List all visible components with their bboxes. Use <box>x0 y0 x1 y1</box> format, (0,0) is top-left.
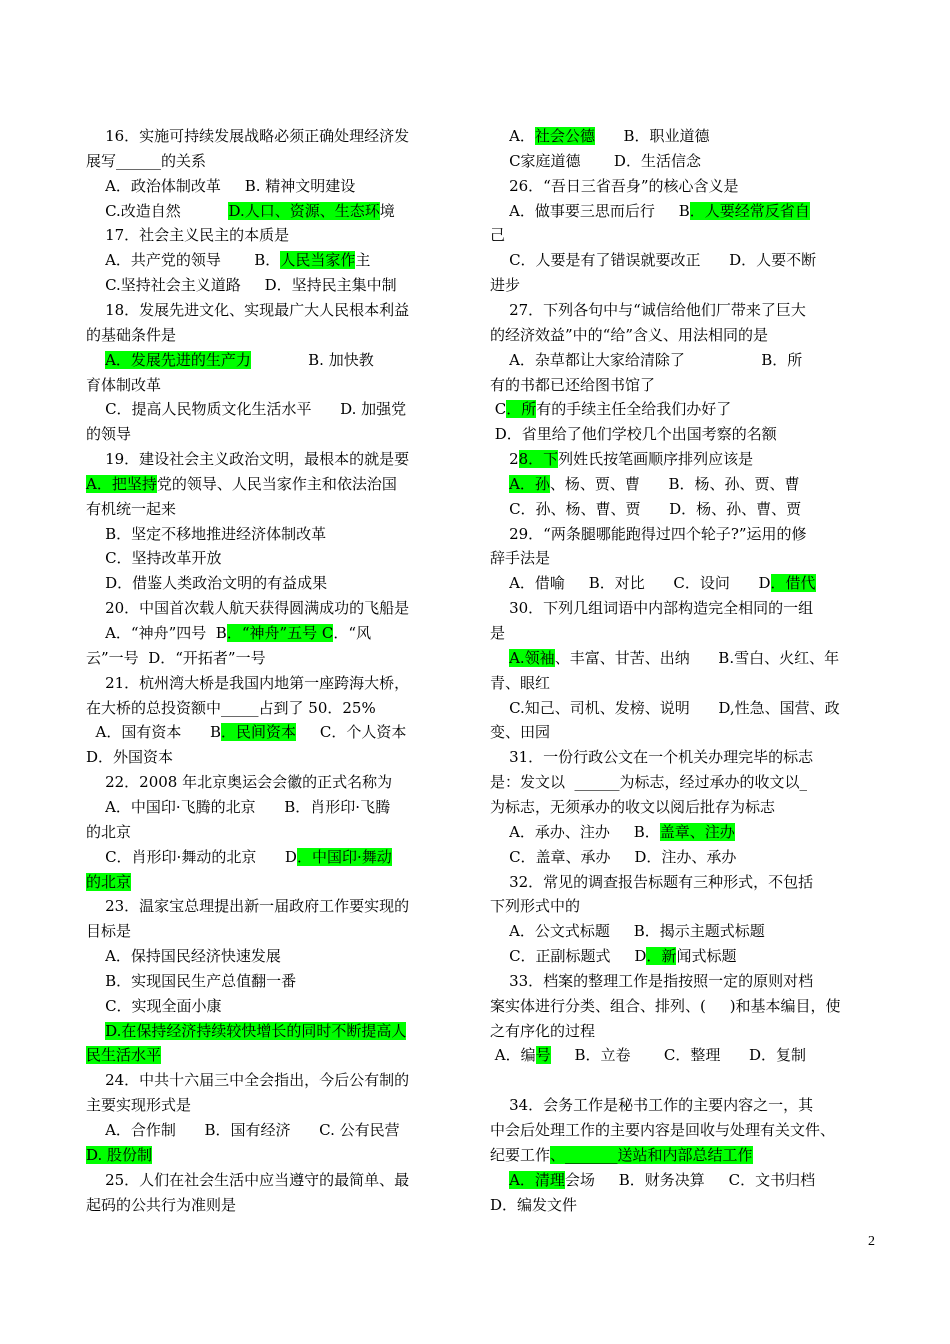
text-segment: 30．下列几组词语中内部构造完全相同的一组 <box>490 599 814 618</box>
text-segment: 的领导 <box>86 425 132 444</box>
text-line <box>490 1120 835 1140</box>
highlighted-answer: A．清理 <box>509 1170 565 1189</box>
text-segment: C．盖章、承办 D．注办、承办 <box>490 847 737 866</box>
text-line <box>86 1145 152 1165</box>
text-line <box>490 548 550 568</box>
text-line <box>490 325 768 345</box>
highlighted-answer: ．人要经常反省自 <box>689 201 810 220</box>
text-line <box>86 598 409 618</box>
text-line <box>86 921 131 941</box>
text-line <box>490 598 813 618</box>
text-line <box>86 573 327 593</box>
text-segment: 有机统一起来 <box>86 499 177 518</box>
highlighted-answer: 、_______送站和内部总结工作 <box>550 1145 753 1164</box>
text-line <box>490 673 550 693</box>
text-segment: A．国有资本 B <box>86 723 222 742</box>
text-line <box>490 275 520 295</box>
text-segment: D．借鉴人类政治文明的有益成果 <box>86 574 328 593</box>
text-segment: C．肖形印·舞动的北京 D <box>86 847 297 866</box>
text-line <box>86 499 176 519</box>
highlighted-answer: D.人口、资源、生态环 <box>228 201 380 220</box>
text-line <box>490 822 735 842</box>
text-segment: 31．一份行政公文在一个机关办理完毕的标志 <box>490 748 814 767</box>
text-segment: D．编发文件 <box>490 1195 578 1214</box>
text-line <box>86 350 374 370</box>
text-line <box>86 201 395 221</box>
text-segment: C．人要是有了错误就要改正 D．人要不断 <box>490 251 817 270</box>
text-segment: 会场 B．财务决算 C．文书归档 <box>564 1170 816 1189</box>
text-line <box>86 126 409 146</box>
text-line <box>490 1170 815 1190</box>
text-segment: 29．“两条腿哪能跑得过四个轮子?”运用的修 <box>490 524 807 543</box>
text-line <box>490 176 739 196</box>
text-segment: 、丰富、甘苦、出纳 B.雪白、火红、年 <box>554 648 840 667</box>
text-segment: A．借喻 B．对比 C．设问 D <box>490 574 771 593</box>
text-line <box>86 722 406 742</box>
text-line <box>490 1021 595 1041</box>
text-line <box>490 375 655 395</box>
text-segment: A．做事要三思而后行 B <box>490 201 690 220</box>
text-segment: 是 <box>490 624 506 642</box>
highlighted-answer: ．民间资本 <box>221 723 297 742</box>
text-segment: A．公文式标题 B．揭示主题式标题 <box>490 922 765 941</box>
highlighted-answer: 8．下 <box>518 450 559 469</box>
text-segment: B．职业道德 <box>594 127 710 145</box>
text-line <box>490 797 775 817</box>
text-line <box>490 300 806 320</box>
text-line <box>86 1195 236 1215</box>
text-line <box>86 151 206 171</box>
text-segment: 变、田园 <box>490 723 551 742</box>
text-line <box>490 1195 577 1215</box>
text-segment: 目标是 <box>86 922 132 941</box>
text-line <box>490 449 753 469</box>
text-line <box>86 1021 406 1041</box>
text-line <box>86 1045 161 1065</box>
text-segment: 有的手续主任全给我们办好了 <box>536 400 732 419</box>
text-segment: A．政治体制改革 B. 精神文明建设 <box>86 176 356 195</box>
highlighted-answer: D.在保持经济持续较快增长的同时不断提高人 <box>105 1021 407 1040</box>
text-line <box>490 250 816 270</box>
text-line <box>490 921 765 941</box>
text-segment: 境 <box>379 201 395 220</box>
text-segment: C.改造自然 <box>86 201 229 220</box>
text-line <box>86 1170 409 1190</box>
text-line <box>86 797 390 817</box>
text-line <box>490 896 580 916</box>
text-segment: 为标志，无须承办的收文以阅后批存为标志 <box>490 797 776 816</box>
text-segment: 21．杭州湾大桥是我国内地第一座跨海大桥， <box>86 673 410 692</box>
text-segment: C.知己、司机、发榜、说明 D,性急、国营、政 <box>490 698 840 717</box>
highlighted-answer: ．新 <box>646 947 677 966</box>
highlighted-answer: 号 <box>535 1046 551 1065</box>
text-line <box>490 1095 813 1115</box>
text-segment: C．正副标题式 D <box>490 947 647 966</box>
text-segment: B. 加快教 <box>250 350 374 369</box>
text-line <box>86 250 370 270</box>
text-line <box>86 474 397 494</box>
text-line <box>86 375 161 395</box>
text-segment: 22．2008 年北京奥运会会徽的正式名称为 <box>86 773 393 792</box>
text-segment: 23．温家宝总理提出新一届政府工作要实现的 <box>86 897 410 916</box>
text-line <box>86 449 409 469</box>
text-segment: 25．人们在社会生活中应当遵守的最简单、最 <box>86 1170 410 1189</box>
text-segment: A．承办、注办 B． <box>490 822 660 841</box>
text-segment: C．实现全面小康 <box>86 996 222 1015</box>
text-line <box>490 201 810 221</box>
text-line <box>490 971 813 991</box>
text-line <box>490 1045 806 1065</box>
highlighted-answer: ．借代 <box>770 574 816 593</box>
text-line <box>86 1070 409 1090</box>
text-segment: 的北京 <box>86 822 132 841</box>
text-segment: A．编 <box>490 1046 536 1065</box>
text-segment: 云”一号 D．“开拓者”一号 <box>86 648 266 667</box>
highlighted-answer: 社会公德 <box>534 127 595 145</box>
page-number: 2 <box>868 1234 875 1249</box>
text-segment: A． <box>490 127 535 145</box>
text-line <box>86 772 392 792</box>
text-segment: A．“神舟”四号 B <box>86 624 227 642</box>
text-segment: 纪要工作 <box>490 1145 551 1164</box>
highlighted-answer: 盖章、注办 <box>659 822 735 841</box>
highlighted-answer: A．发展先进的生产力 <box>105 350 251 369</box>
text-segment: 青、眼红 <box>490 673 551 692</box>
text-segment: C．个人资本 <box>296 723 407 742</box>
text-segment: 、杨、贾、曹 B．杨、孙、贾、曹 <box>549 474 800 493</box>
text-segment: 主要实现形式是 <box>86 1096 192 1115</box>
text-segment: 闻式标题 <box>676 947 737 966</box>
highlighted-answer: A．把坚持 <box>86 474 157 493</box>
text-segment: A．合作制 B．国有经济 C. 公有民营 <box>86 1121 400 1139</box>
text-segment: 2 <box>490 450 519 469</box>
text-segment: 32．常见的调查报告标题有三种形式，不包括 <box>490 872 814 891</box>
text-line <box>490 1145 753 1165</box>
text-line <box>490 524 807 544</box>
text-line <box>490 648 839 668</box>
text-segment: 26．“吾日三省吾身”的核心含义是 <box>490 176 739 195</box>
text-line <box>490 722 550 742</box>
text-line <box>490 126 710 146</box>
text-segment: 的经济效益”中的“给”含义、用法相同的是 <box>490 325 769 344</box>
text-segment: 在大桥的总投资额中_____占到了 50．25% <box>86 698 376 717</box>
text-line <box>86 946 281 966</box>
highlighted-answer: 的北京 <box>86 872 132 891</box>
text-segment: A．共产党的领导 B． <box>86 251 281 270</box>
text-line <box>86 1120 400 1140</box>
highlighted-answer: ．中国印·舞动 <box>296 847 392 866</box>
text-line <box>490 698 840 718</box>
text-segment: 34．会务工作是秘书工作的主要内容之一，其 <box>490 1096 814 1115</box>
text-line <box>86 971 296 991</box>
text-segment: A．中国印·飞腾的北京 B．肖形印·飞腾 <box>86 797 391 816</box>
highlighted-answer: ．“神舟”五号 C <box>226 624 334 642</box>
text-segment: C．坚持改革开放 <box>86 549 222 568</box>
text-line <box>490 847 736 867</box>
text-segment: 下列形式中的 <box>490 897 581 916</box>
text-line <box>86 822 131 842</box>
highlighted-answer: D. 股份制 <box>86 1145 153 1164</box>
text-line <box>86 896 409 916</box>
text-segment: 中会后处理工作的主要内容是回收与处理有关文件、 <box>490 1121 836 1139</box>
text-segment: C．提高人民物质文化生活水平 D. 加强党 <box>86 400 407 419</box>
text-segment: ．“风 <box>333 624 372 642</box>
text-segment: 辞手法是 <box>490 549 551 568</box>
text-line <box>490 424 777 444</box>
text-line <box>86 548 222 568</box>
text-segment: 24．中共十六届三中全会指出，今后公有制的 <box>86 1071 410 1090</box>
text-line <box>86 524 326 544</box>
text-line <box>86 623 371 643</box>
text-segment: C <box>490 400 507 419</box>
text-segment: 党的领导、人民当家作主和依法治国 <box>156 474 397 493</box>
text-line <box>86 176 355 196</box>
text-segment <box>86 351 105 369</box>
text-line <box>490 399 731 419</box>
text-segment: 20．中国首次载人航天获得圆满成功的飞船是 <box>86 599 410 618</box>
text-segment: 主 <box>355 251 371 270</box>
highlighted-answer: ．所 <box>506 400 537 419</box>
text-segment: 进步 <box>490 276 521 295</box>
text-segment: 的基础条件是 <box>86 325 177 344</box>
text-line <box>86 996 222 1016</box>
text-segment <box>86 1022 105 1040</box>
text-segment: C家庭道德 D．生活信念 <box>490 151 701 170</box>
text-line <box>490 772 807 792</box>
text-segment: C.坚持社会主义道路 D．坚持民主集中制 <box>86 276 397 295</box>
text-line <box>490 623 505 643</box>
text-line <box>86 1095 191 1115</box>
text-line <box>490 747 813 767</box>
text-line <box>490 151 701 171</box>
text-segment <box>490 475 509 493</box>
text-segment: 是：发文以 ______为标志，经过承办的收文以_ <box>490 773 808 792</box>
text-segment: 19．建设社会主义政治文明，最根本的就是要 <box>86 450 410 469</box>
text-segment: B．坚定不移地推进经济体制改革 <box>86 524 327 543</box>
text-line <box>86 225 289 245</box>
text-segment: 18．发展先进文化、实现最广大人民根本利益 <box>86 300 410 319</box>
text-segment <box>490 1171 509 1189</box>
text-line <box>86 325 176 345</box>
highlighted-answer: A．孙 <box>509 474 550 493</box>
text-segment: D．外国资本 <box>86 748 174 767</box>
text-segment: 33．档案的整理工作是指按照一定的原则对档 <box>490 971 814 990</box>
text-line <box>490 350 802 370</box>
text-segment: B．实现国民生产总值翻一番 <box>86 971 297 990</box>
text-line <box>86 872 131 892</box>
text-line <box>490 225 505 245</box>
text-segment <box>490 649 509 667</box>
text-line <box>490 946 736 966</box>
text-segment: C．孙、杨、曹、贾 D．杨、孙、曹、贾 <box>490 499 802 518</box>
text-line <box>86 275 397 295</box>
text-line <box>86 747 173 767</box>
text-segment: 育体制改革 <box>86 375 162 394</box>
text-line <box>490 573 816 593</box>
text-line <box>86 698 376 718</box>
text-segment: 己 <box>490 226 506 245</box>
text-segment: 27．下列各句中与“诚信给他们厂带来了巨大 <box>490 300 806 319</box>
text-segment: 列姓氏按笔画顺序排列应该是 <box>558 450 754 469</box>
text-line <box>86 673 409 693</box>
text-line <box>86 424 131 444</box>
text-line <box>490 996 841 1016</box>
text-segment: 16．实施可持续发展战略必须正确处理经济发 <box>86 127 410 145</box>
text-segment: 之有序化的过程 <box>490 1021 596 1040</box>
text-segment: A．保持国民经济快速发展 <box>86 947 281 966</box>
highlighted-answer: A.领袖 <box>509 648 555 667</box>
text-line <box>490 499 801 519</box>
text-line <box>490 872 813 892</box>
text-segment: 有的书都已还给图书馆了 <box>490 375 656 394</box>
text-segment: 起码的公共行为准则是 <box>86 1195 237 1214</box>
text-segment: A．杂草都让大家给清除了 B．所 <box>490 350 803 369</box>
text-segment: D．省里给了他们学校几个出国考察的名额 <box>490 425 777 444</box>
text-line <box>86 648 266 668</box>
text-line <box>86 300 409 320</box>
text-segment: 案实体进行分类、组合、排列、( )和基本编目，使 <box>490 996 841 1015</box>
text-segment: 17．社会主义民主的本质是 <box>86 226 290 245</box>
text-line <box>490 474 800 494</box>
text-segment: 展写______的关系 <box>86 151 207 170</box>
text-line <box>86 847 392 867</box>
text-line <box>86 399 406 419</box>
text-segment: B．立卷 C．整理 D．复制 <box>550 1046 806 1065</box>
highlighted-answer: 人民当家作 <box>280 251 356 270</box>
highlighted-answer: 民生活水平 <box>86 1046 162 1065</box>
